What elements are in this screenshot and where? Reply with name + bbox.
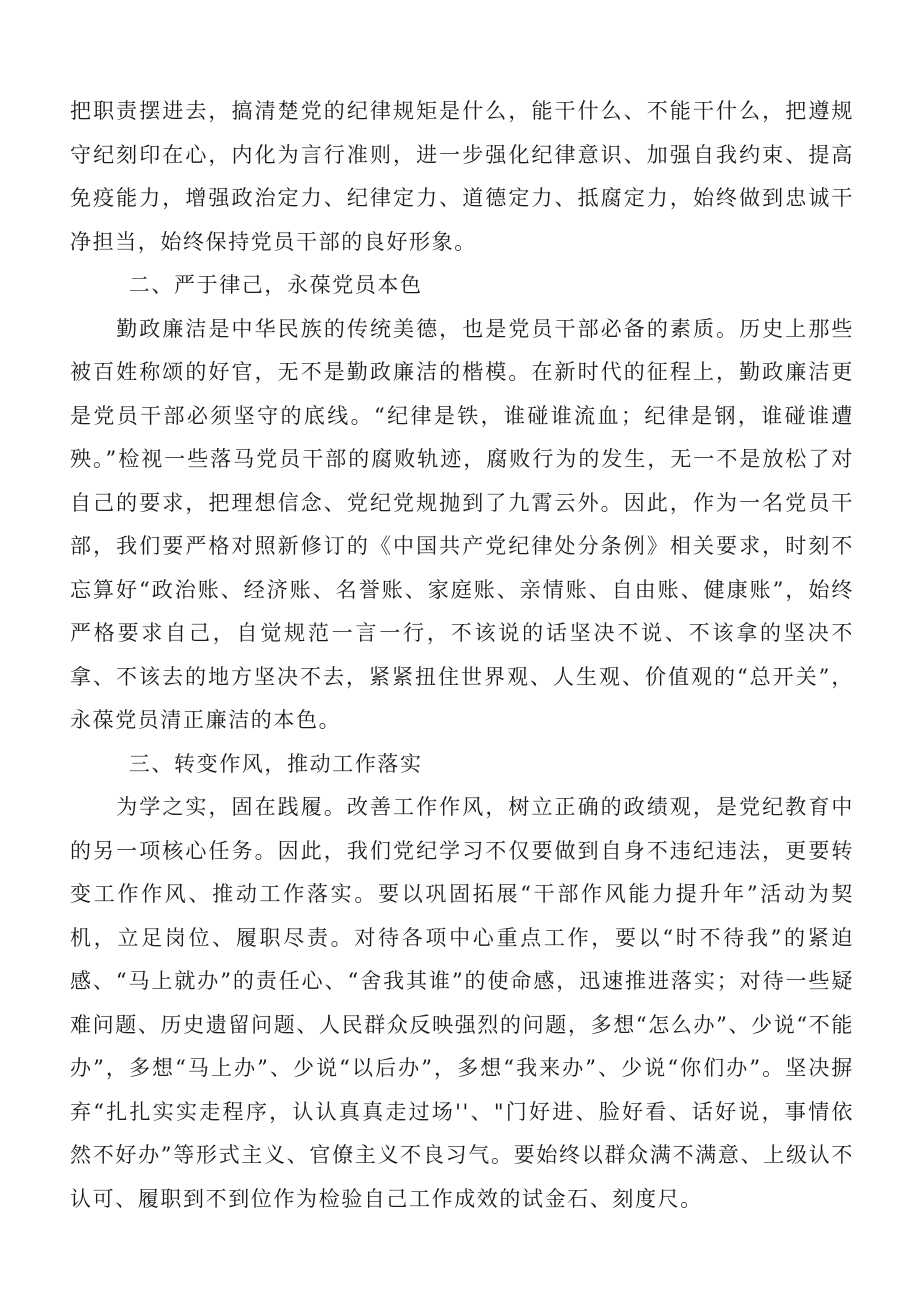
section-heading-2: 二、严于律己，永葆党员本色 [128, 273, 423, 297]
section-heading-3: 三、转变作风，推动工作落实 [128, 751, 423, 776]
paragraph-section-3-body: 为学之实，固在践履。改善工作作风，树立正确的政绩观，是党纪教育中的另一项核心任务。因此，我们党纪学习不仅要做到自身不违纪违法，更要转变工作作风、推动工作落实。要以巩固拓展“干部作风能力提升年”活动为契机，立足岗位、履职尽责。对待各项中心重点工作，要以“时不待我”的紧迫感、“马上就办”的责任心、“舍我其谁”的使命感，迅速推进落实；对待一些疑难问题、历史遗留问题、人民群众反映强烈的问题，多想“怎么办”、少说“不能办”，多想“马上办”、少说“以后办”，多想“我来办”、少说“你们办”。坚决摒弃“扎扎实实走程序，认认真真走过场''、"门好进、脸好看、话好说，事情依然不好办”等形式主义、官僚主义不良习气。要始终以群众满不满意、上级认不认可、履职到不到位作为检验自己工作成效的试金石、刻度尺。 [70, 795, 854, 1211]
paragraph-continuation: 把职责摆进去，搞清楚党的纪律规矩是什么，能干什么、不能干什么，把遵规守纪刻印在心，内化为言行准则，进一步强化纪律意识、加强自我约束、提高免疫能力，增强政治定力、纪律定力、道德定力、抵腐定力，始终做到忠诚干净担当，始终保持党员干部的良好形象。 [70, 99, 854, 254]
paragraph-section-2-body: 勤政廉洁是中华民族的传统美德，也是党员干部必备的素质。历史上那些被百姓称颂的好官，无不是勤政廉洁的楷模。在新时代的征程上，勤政廉洁更是党员干部必须坚守的底线。“纪律是铁，谁碰谁流血；纪律是钢，谁碰谁遭殃。”检视一些落马党员干部的腐败轨迹，腐败行为的发生，无一不是放松了对自己的要求，把理想信念、党纪党规抛到了九霄云外。因此，作为一名党员干部，我们要严格对照新修订的《中国共产党纪律处分条例》相关要求，时刻不忘算好“政治账、经济账、名誉账、家庭账、亲情账、自由账、健康账”，始终严格要求自己，自觉规范一言一行，不该说的话坚决不说、不该拿的坚决不拿、不该去的地方坚决不去，紧紧扭住世界观、人生观、价值观的“总开关”，永葆党员清正廉洁的本色。 [70, 316, 854, 732]
